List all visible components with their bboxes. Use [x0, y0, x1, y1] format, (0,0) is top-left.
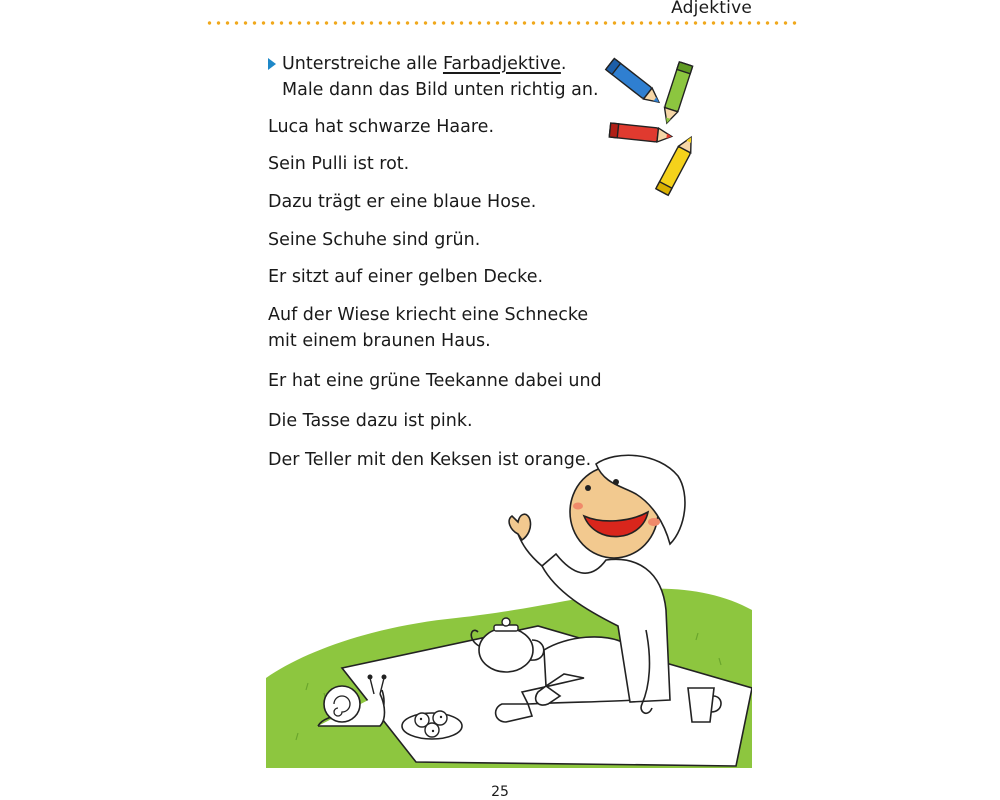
instruction-text-before: Unterstreiche alle	[282, 54, 443, 74]
sentence-7: Er hat eine grüne Teekanne dabei und	[268, 371, 602, 391]
page-title: Adjektive	[671, 0, 752, 18]
sentence-6b: mit einem braunen Haus.	[268, 331, 491, 351]
instruction-line-2: Male dann das Bild unten richtig an.	[282, 80, 599, 100]
triangle-arrow-icon	[268, 58, 276, 70]
instruction-underlined-word: Farbadjektive	[442, 54, 561, 74]
sentence-6a: Auf der Wiese kriecht eine Schnecke	[268, 305, 589, 325]
green-pencil-icon	[660, 62, 692, 125]
page-header	[0, 0, 1000, 30]
sentence-2: Sein Pulli ist rot.	[268, 154, 410, 174]
yellow-pencil-icon	[656, 134, 697, 195]
dotted-divider	[205, 21, 797, 25]
blue-pencil-icon	[606, 58, 663, 107]
sentence-5: Er sitzt auf einer gelben Decke.	[268, 267, 544, 287]
sentence-9: Der Teller mit den Keksen ist orange.	[268, 450, 592, 470]
sentence-4: Seine Schuhe sind grün.	[268, 230, 481, 250]
red-pencil-icon	[609, 123, 672, 143]
sentence-8: Die Tasse dazu ist pink.	[268, 411, 473, 431]
sentence-3: Dazu trägt er eine blaue Hose.	[268, 192, 537, 212]
page-number: 25	[491, 784, 509, 800]
colored-pencils-icon	[598, 52, 698, 200]
picnic-scene-icon	[266, 450, 752, 768]
instruction-line-1	[282, 51, 566, 77]
sentence-1: Luca hat schwarze Haare.	[268, 117, 495, 137]
instruction-text-after: .	[560, 54, 567, 74]
